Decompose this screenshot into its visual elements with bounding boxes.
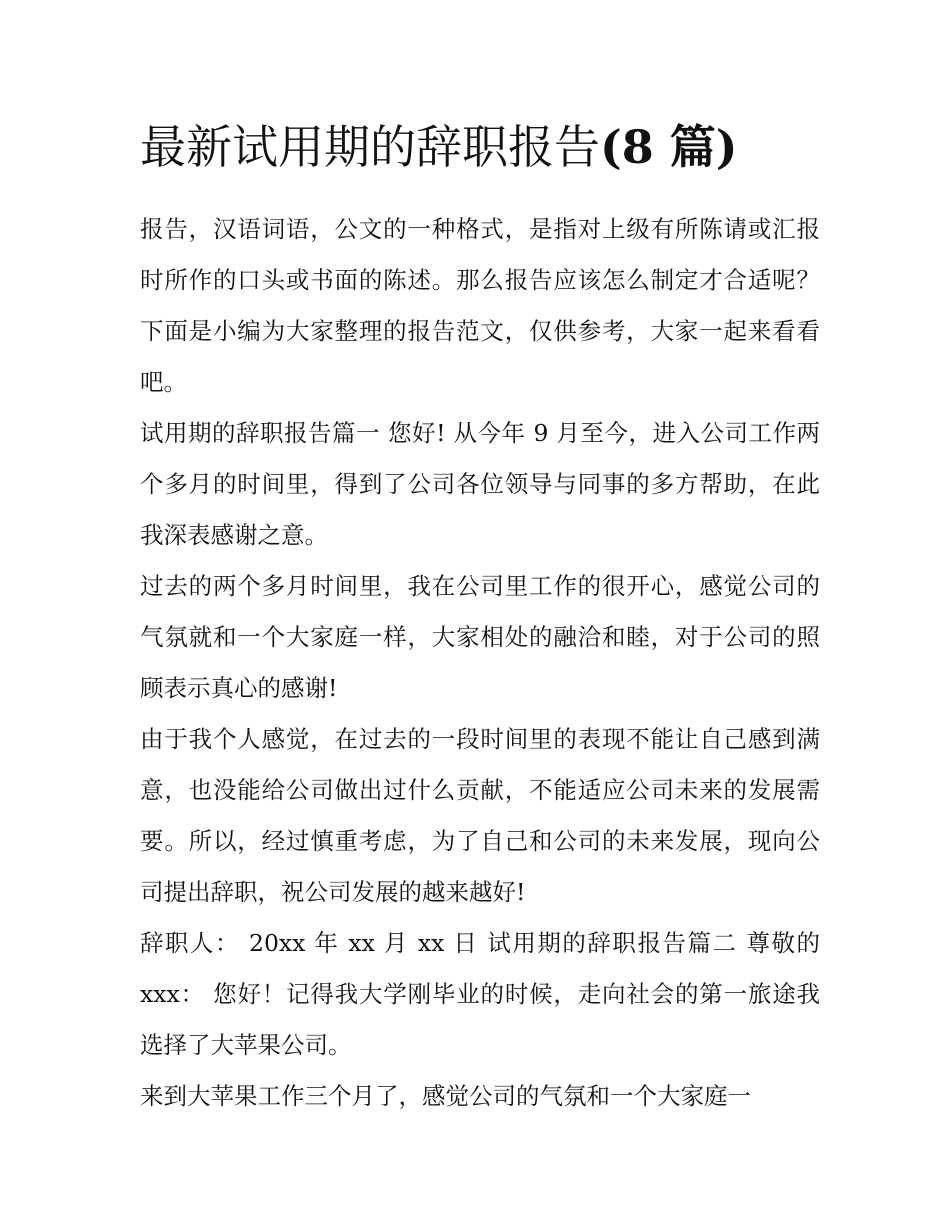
title-text: 最新试用期的辞职报告 (140, 120, 600, 174)
document-title (140, 112, 820, 182)
document-page (140, 112, 820, 1122)
body-paragraph: 试用期的辞职报告篇一 您好! 从今年 9 月至今，进入公司工作两个多月的时间里，得到了公司各位领导与同事的多方帮助，在此我深表感谢之意。 (140, 419, 820, 549)
body-paragraph: 由于我个人感觉，在过去的一段时间里的表现不能让自己感到满意，也没能给公司做出过什么贡献，不能适应公司未来的发展需要。所以，经过慎重考虑，为了自己和公司的未来发展，现向公司提出辞职，祝公司发展的越来越好! (140, 725, 820, 906)
body-paragraph: 来到大苹果工作三个月了，感觉公司的气氛和一个大家庭一 (140, 1082, 751, 1110)
intro-paragraph: 报告，汉语词语，公文的一种格式，是指对上级有所陈请或汇报时所作的口头或书面的陈述。那么报告应该怎么制定才合适呢？下面是小编为大家整理的报告范文，仅供参考，大家一起来看看吧。 (140, 215, 820, 396)
title-count: (8 篇) (600, 120, 738, 174)
body-paragraph: 辞职人： 20xx 年 xx 月 xx 日 试用期的辞职报告篇二 尊敬的 xxx： 您好！记得我大学刚毕业的时候，走向社会的第一旅途我选择了大苹果公司。 (140, 929, 820, 1059)
body-paragraph: 过去的两个多月时间里，我在公司里工作的很开心，感觉公司的气氛就和一个大家庭一样，大家相处的融洽和睦，对于公司的照顾表示真心的感谢! (140, 572, 820, 702)
